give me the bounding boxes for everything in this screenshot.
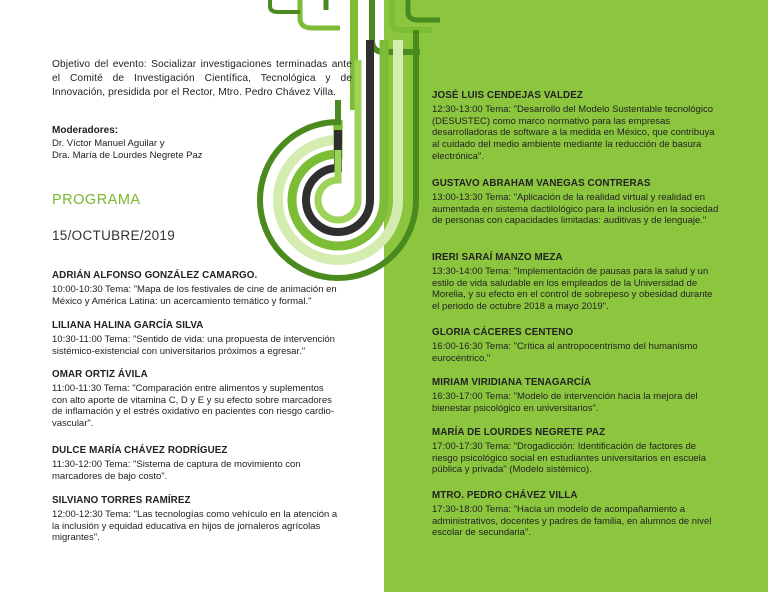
schedule-entry xyxy=(432,377,720,414)
schedule-entry xyxy=(432,252,720,313)
presenter-name: DULCE MARÍA CHÁVEZ RODRÍGUEZ xyxy=(52,445,228,456)
schedule-entry xyxy=(52,495,340,544)
schedule-entry xyxy=(52,320,340,357)
talk-description: 11:30-12:00 Tema: "Sistema de captura de movimiento con marcadores de bajo costo". xyxy=(52,458,301,482)
talk-description: 17:00-17:30 Tema: "Drogadicción: Identificación de factores de riesgo psicológico social en estudiantes universitarios en escuela pública y privada" (Modelo sistémico). xyxy=(432,440,707,476)
presenter-name: OMAR ORTIZ ÁVILA xyxy=(52,369,148,380)
talk-description: 10:30-11:00 Tema: "Sentido de vida: una propuesta de intervención sistémico-existencial con universitarios próximos a egresar." xyxy=(52,333,335,357)
talk-description: 12:30-13:00 Tema: "Desarrollo del Modelo Sustentable tecnológico (DESUSTEC) como marco normativo para las empresas desarrolladoras de software a la medida en México, que contribuya al cuidado del medio ambiente mediante la reducción de basura electrónica". xyxy=(432,103,715,162)
schedule-entry xyxy=(52,270,340,307)
presenter-name: IRERI SARAÍ MANZO MEZA xyxy=(432,252,563,263)
schedule-entry xyxy=(52,369,340,430)
presenter-name: JOSÉ LUIS CENDEJAS VALDEZ xyxy=(432,90,583,101)
presenter-name: MARÍA DE LOURDES NEGRETE PAZ xyxy=(432,427,606,438)
talk-description: 16:00-16:30 Tema: "Crítica al antropocentrismo del humanismo eurocéntrico." xyxy=(432,340,698,364)
presenter-name: GUSTAVO ABRAHAM VANEGAS CONTRERAS xyxy=(432,178,651,189)
moderator-name: Dra. María de Lourdes Negrete Paz xyxy=(52,150,203,161)
talk-description: 10:00-10:30 Tema: "Mapa de los festivales de cine de animación en México y América Latina: un acercamiento temático y formal." xyxy=(52,283,337,307)
presenter-name: ADRIÁN ALFONSO GONZÁLEZ CAMARGO. xyxy=(52,270,258,281)
presenter-name: SILVIANO TORRES RAMÍREZ xyxy=(52,495,191,506)
presenter-name: MIRIAM VIRIDIANA TENAGARCÍA xyxy=(432,377,592,388)
talk-description: 17:30-18:00 Tema: "Hacia un modelo de acompañamiento a administrativos, docentes y padres de familia, en alumnos de nivel escolar de secundaria". xyxy=(432,503,712,539)
schedule-entry xyxy=(432,427,720,476)
schedule-entry xyxy=(432,490,720,539)
event-objective: Objetivo del evento: Socializar investigaciones terminadas ante el Comité de Investigación Científica, Tecnológica y de Innovación, presidida por el Rector, Mtro. Pedro Chávez Villa. xyxy=(52,59,352,98)
talk-description: 13:30-14:00 Tema: "Implementación de pausas para la salud y un estilo de vida saludable en los empleados de la Universidad de Morelia, y su efecto en el control de sobrepeso y obesidad durante el periodo de octubre 2018 a mayo 2019". xyxy=(432,265,713,313)
program-heading: PROGRAMA xyxy=(52,192,141,208)
moderators-block xyxy=(52,125,352,163)
presenter-name: MTRO. PEDRO CHÁVEZ VILLA xyxy=(432,490,578,501)
talk-description: 13:00-13:30 Tema: "Aplicación de la realidad virtual y realidad en aumentada en sistema dactilológico para la inclusión en la sociedad de personas con capacidades limitadas: auditivas y de lenguaje." xyxy=(432,191,719,227)
presenter-name: LILIANA HALINA GARCÍA SILVA xyxy=(52,320,204,331)
presenter-name: GLORIA CÁCERES CENTENO xyxy=(432,327,574,338)
schedule-entry xyxy=(432,327,720,364)
moderators-title: Moderadores: xyxy=(52,125,119,136)
moderator-name: Dr. Víctor Manuel Aguilar y xyxy=(52,137,165,149)
talk-description: 16:30-17:00 Tema: "Modelo de intervención hacia la mejora del bienestar psicológico en universitarios". xyxy=(432,390,698,414)
schedule-entry xyxy=(432,90,720,163)
program-date: 15/OCTUBRE/2019 xyxy=(52,228,176,243)
schedule-entry xyxy=(432,178,720,227)
schedule-entry xyxy=(52,445,340,482)
talk-description: 11:00-11:30 Tema: "Comparación entre alimentos y suplementos con alto aporte de vitamina C, D y E y su efecto sobre marcadores de inflamación y el estrés oxidativo en pacientes con riesgo cardio-vascular". xyxy=(52,382,334,430)
talk-description: 12:00-12:30 Tema: "Las tecnologías como vehículo en la atención a la inclusión y equidad educativa en hijos de jornaleros agrícolas migrantes". xyxy=(52,508,338,544)
